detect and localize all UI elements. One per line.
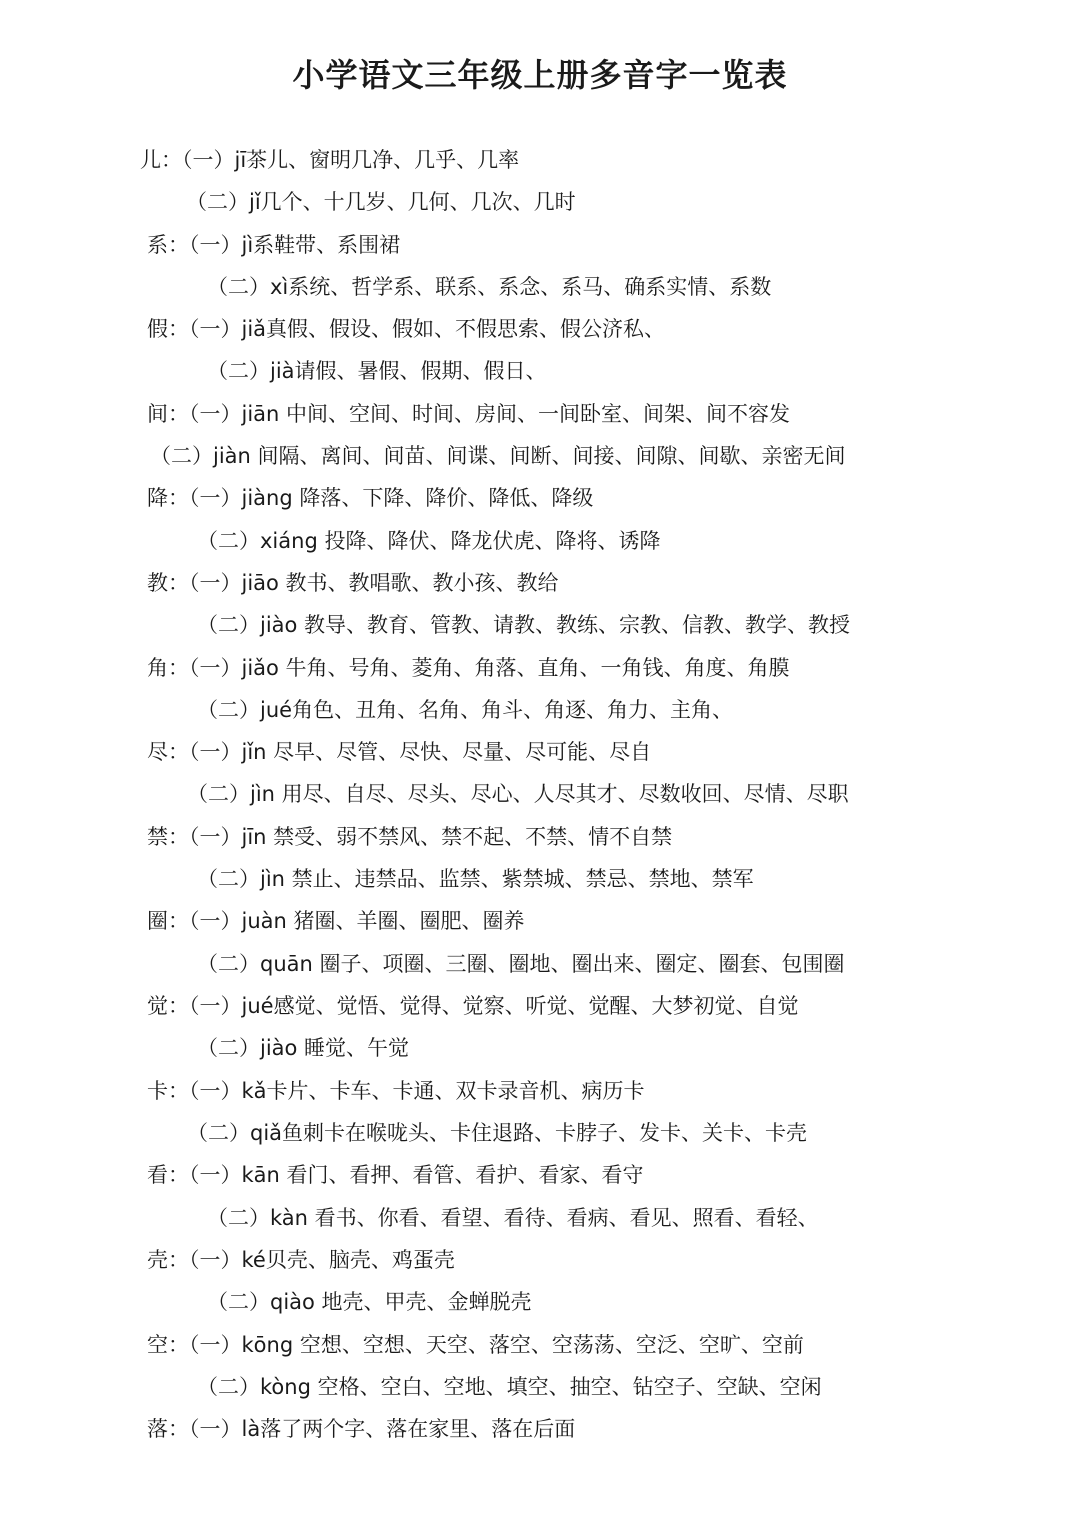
entry-line: （二）xiáng 投降、降伏、降龙伏虎、降将、诱降 [197, 529, 661, 553]
entry-line: （二）xì系统、哲学系、联系、系念、系马、确系实情、系数 [207, 275, 772, 299]
entry-line: 教：（一）jiāo 教书、教唱歌、教小孩、教给 [147, 571, 559, 595]
entry-line: （二）qiào 地壳、甲壳、金蝉脱壳 [207, 1290, 532, 1314]
entry-line: 降：（一）jiàng 降落、下降、降价、降低、降级 [147, 486, 594, 510]
entry-line: （二）jiàn 间隔、离间、间苗、间谍、间断、间接、间隙、间歇、亲密无间 [150, 444, 846, 468]
entry-line: （二）jìn 禁止、违禁品、监禁、紫禁城、禁忌、禁地、禁军 [197, 867, 754, 891]
entry-line: 禁：（一）jīn 禁受、弱不禁风、禁不起、不禁、情不自禁 [147, 825, 673, 849]
entry-line: 觉：（一）jué感觉、觉悟、觉得、觉察、听觉、觉醒、大梦初觉、自觉 [147, 994, 799, 1018]
entry-line: 壳：（一）ké贝壳、脑壳、鸡蛋壳 [147, 1248, 455, 1272]
entry-line: （二）jià请假、暑假、假期、假日、 [207, 359, 547, 383]
entry-line: （二）quān 圈子、项圈、三圈、圈地、圈出来、圈定、圈套、包围圈 [197, 952, 845, 976]
entry-line: 落：（一）là落了两个字、落在家里、落在后面 [147, 1417, 576, 1441]
entry-line: （二）jǐ几个、十几岁、几何、几次、几时 [186, 190, 576, 214]
entry-line: 角：（一）jiǎo 牛角、号角、菱角、角落、直角、一角钱、角度、角膜 [147, 656, 790, 680]
entry-line: （二）jiào 睡觉、午觉 [197, 1036, 410, 1060]
entry-line: （二）kàn 看书、你看、看望、看待、看病、看见、照看、看轻、 [207, 1206, 819, 1230]
entry-line: 儿：（一）jī茶儿、窗明几净、几乎、几率 [140, 148, 520, 172]
entry-line: 卡：（一）kǎ卡片、卡车、卡通、双卡录音机、病历卡 [147, 1079, 645, 1103]
entry-line: （二）kòng 空格、空白、空地、填空、抽空、钻空子、空缺、空闲 [197, 1375, 822, 1399]
entry-line: 尽：（一）jǐn 尽早、尽管、尽快、尽量、尽可能、尽自 [147, 740, 652, 764]
entry-line: 间：（一）jiān 中间、空间、时间、房间、一间卧室、间架、间不容发 [147, 402, 791, 426]
entry-line: （二）jìn 用尽、自尽、尽头、尽心、人尽其才、尽数收回、尽情、尽职 [187, 782, 849, 806]
entry-line: 假：（一）jiǎ真假、假设、假如、不假思索、假公济私、 [147, 317, 666, 341]
entry-line: 系：（一）jì系鞋带、系围裙 [147, 233, 401, 257]
entry-line: （二）jiào 教导、教育、管教、请教、教练、宗教、信教、教学、教授 [197, 613, 851, 637]
entry-line: 圈：（一）juàn 猪圈、羊圈、圈肥、圈养 [147, 909, 525, 933]
entry-line: （二）qiǎ鱼刺卡在喉咙头、卡住退路、卡脖子、发卡、关卡、卡壳 [187, 1121, 808, 1145]
entry-line: 空：（一）kōng 空想、空想、天空、落空、空荡荡、空泛、空旷、空前 [147, 1333, 804, 1357]
page-title: 小学语文三年级上册多音字一览表 [292, 56, 788, 94]
entry-line: （二）jué角色、丑角、名角、角斗、角逐、角力、主角、 [197, 698, 734, 722]
entry-line: 看：（一）kān 看门、看押、看管、看护、看家、看守 [147, 1163, 644, 1187]
